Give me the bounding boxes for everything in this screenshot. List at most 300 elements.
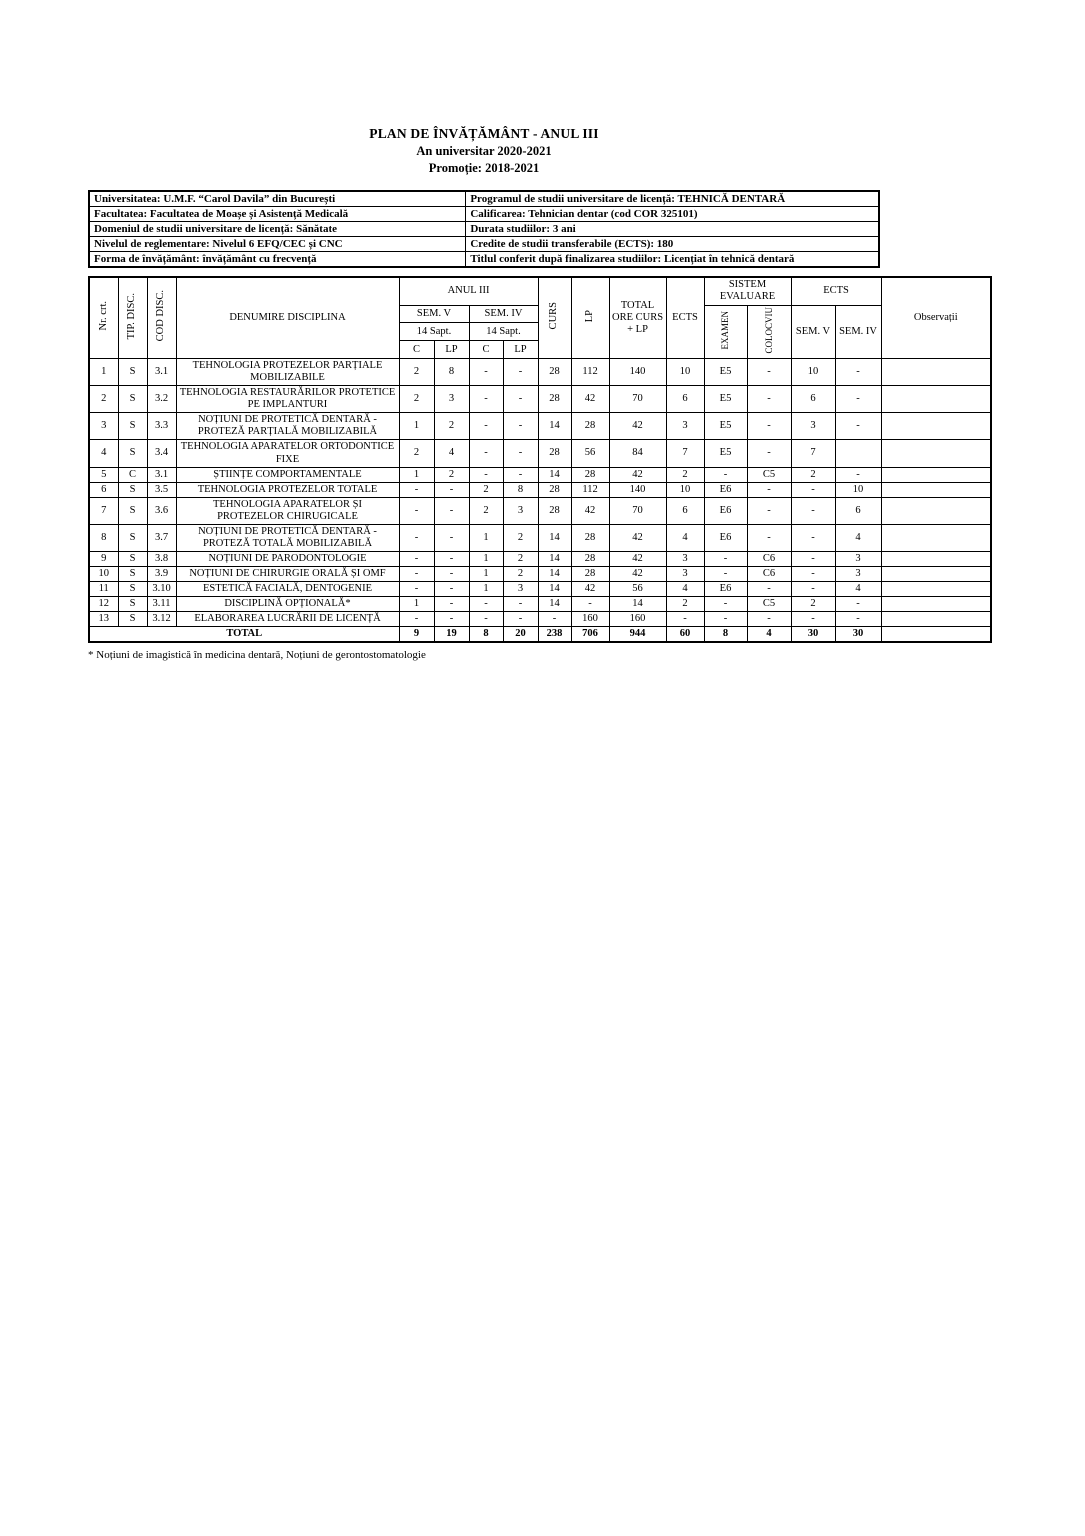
cell-nr: 7 (89, 497, 118, 524)
cell-curs: 28 (538, 497, 571, 524)
cell-cod: 3.1 (147, 359, 176, 386)
cell-total-ore: 70 (609, 497, 666, 524)
cell-curs: - (538, 612, 571, 627)
cell-observatii (881, 497, 991, 524)
info-row (89, 222, 879, 237)
cell-cod: 3.12 (147, 612, 176, 627)
cell-sem5-c: - (399, 567, 434, 582)
cell-sem4-lp: 2 (503, 551, 538, 566)
cell-tip: S (118, 497, 147, 524)
cell-ects-sem4: - (835, 413, 881, 440)
info-cell-left: Forma de învățământ: învățământ cu frecvență (89, 252, 466, 268)
cell-sem5-c: 1 (399, 597, 434, 612)
cell-sem5-lp: 8 (434, 359, 469, 386)
cell-sem5-lp: - (434, 551, 469, 566)
cell-colocviu: - (747, 482, 791, 497)
cell-sem5-lp: - (434, 597, 469, 612)
cell-nr: 5 (89, 467, 118, 482)
cell-discipline-name: TEHNOLOGIA PROTEZELOR TOTALE (176, 482, 399, 497)
total-curs: 238 (538, 627, 571, 643)
cell-total-ore: 42 (609, 467, 666, 482)
header-examen (704, 305, 747, 359)
header-sistem-evaluare: SISTEM EVALUARE (704, 277, 791, 305)
cell-examen: E5 (704, 440, 747, 467)
cell-ects-sem5: 2 (791, 467, 835, 482)
cell-sem4-lp: 8 (503, 482, 538, 497)
cell-total-ore: 70 (609, 386, 666, 413)
cell-total-ore: 42 (609, 567, 666, 582)
header-ects-right: ECTS (791, 277, 881, 305)
cell-observatii (881, 567, 991, 582)
cell-colocviu: C5 (747, 467, 791, 482)
course-row (89, 551, 991, 566)
title-block (88, 126, 880, 176)
cell-lp: 42 (571, 582, 609, 597)
cell-tip: S (118, 482, 147, 497)
header-curs-label: CURS (548, 302, 560, 330)
info-row (89, 252, 879, 268)
header-observatii: Observații (881, 277, 991, 359)
cell-colocviu: - (747, 497, 791, 524)
info-cell-right: Programul de studii universitare de licență: TEHNICĂ DENTARĂ (466, 191, 879, 207)
cell-sem5-lp: - (434, 582, 469, 597)
cell-nr: 11 (89, 582, 118, 597)
header-ects: ECTS (666, 277, 704, 359)
cell-nr: 2 (89, 386, 118, 413)
cell-sem5-c: 2 (399, 359, 434, 386)
subtitle-promotion: Promoție: 2018-2021 (428, 161, 540, 175)
cell-discipline-name: DISCIPLINĂ OPȚIONALĂ* (176, 597, 399, 612)
cell-lp: 112 (571, 359, 609, 386)
cell-observatii (881, 482, 991, 497)
cell-curs: 14 (538, 524, 571, 551)
cell-ects-sem5: - (791, 482, 835, 497)
cell-ects-sem4: - (835, 597, 881, 612)
info-cell-left: Facultatea: Facultatea de Moașe și Asistență Medicală (89, 207, 466, 222)
info-cell-left: Universitatea: U.M.F. “Carol Davila” din București (89, 191, 466, 207)
cell-nr: 3 (89, 413, 118, 440)
header-curs (538, 277, 571, 359)
header-sem-v-weeks: 14 Sapt. (399, 323, 469, 341)
total-sem5-c: 9 (399, 627, 434, 643)
curriculum-table-header (89, 277, 991, 359)
cell-sem4-c: 1 (469, 567, 503, 582)
header-c2: C (469, 341, 503, 359)
cell-curs: 28 (538, 440, 571, 467)
cell-sem4-c: - (469, 359, 503, 386)
cell-sem5-lp: - (434, 524, 469, 551)
cell-sem5-c: - (399, 482, 434, 497)
cell-observatii (881, 386, 991, 413)
cell-ects: 3 (666, 567, 704, 582)
cell-sem4-lp: - (503, 440, 538, 467)
cell-sem4-lp: - (503, 612, 538, 627)
cell-ects-sem5: 6 (791, 386, 835, 413)
cell-ects: 10 (666, 482, 704, 497)
cell-lp: 112 (571, 482, 609, 497)
course-row (89, 497, 991, 524)
info-cell-left: Domeniul de studii universitare de licență: Sănătate (89, 222, 466, 237)
cell-colocviu: C5 (747, 597, 791, 612)
cell-total-ore: 84 (609, 440, 666, 467)
header-nr-crt-label: Nr. crt. (97, 301, 109, 331)
cell-ects-sem5: - (791, 551, 835, 566)
cell-lp: 56 (571, 440, 609, 467)
cell-curs: 28 (538, 386, 571, 413)
cell-total-ore: 140 (609, 359, 666, 386)
header-denumire: DENUMIRE DISCIPLINA (176, 277, 399, 359)
cell-lp: 28 (571, 413, 609, 440)
total-ects-sem5: 30 (791, 627, 835, 643)
cell-sem5-lp: - (434, 482, 469, 497)
cell-sem5-c: - (399, 582, 434, 597)
header-sem-iv: SEM. IV (469, 305, 538, 323)
cell-sem4-c: 1 (469, 551, 503, 566)
header-examen-label: EXAMEN (720, 310, 731, 349)
total-lp: 706 (571, 627, 609, 643)
cell-observatii (881, 467, 991, 482)
total-sem5-lp: 19 (434, 627, 469, 643)
header-total-ore: TOTAL ORE CURS + LP (609, 277, 666, 359)
footnote: * Noțiuni de imagistică în medicina dentară, Noțiuni de gerontostomatologie (88, 649, 426, 662)
cell-discipline-name: TEHNOLOGIA APARATELOR ȘI PROTEZELOR CHIRUGICALE (176, 497, 399, 524)
cell-cod: 3.8 (147, 551, 176, 566)
info-row (89, 237, 879, 252)
total-sem4-lp: 20 (503, 627, 538, 643)
cell-sem4-c: - (469, 467, 503, 482)
cell-sem5-c: 1 (399, 413, 434, 440)
cell-curs: 14 (538, 467, 571, 482)
cell-ects-sem5: 3 (791, 413, 835, 440)
cell-ects: - (666, 612, 704, 627)
cell-tip: S (118, 413, 147, 440)
cell-sem4-c: - (469, 597, 503, 612)
cell-discipline-name: TEHNOLOGIA PROTEZELOR PARȚIALE MOBILIZABILE (176, 359, 399, 386)
cell-curs: 14 (538, 413, 571, 440)
cell-sem5-c: - (399, 497, 434, 524)
curriculum-table (88, 276, 992, 643)
page-title: PLAN DE ÎNVĂȚĂMÂNT - ANUL III (369, 126, 599, 141)
cell-ects-sem4: 4 (835, 582, 881, 597)
course-row (89, 597, 991, 612)
cell-ects-sem4 (835, 440, 881, 467)
cell-discipline-name: NOȚIUNI DE PROTETICĂ DENTARĂ - PROTEZĂ PARȚIALĂ MOBILIZABILĂ (176, 413, 399, 440)
cell-examen: E5 (704, 386, 747, 413)
cell-total-ore: 42 (609, 413, 666, 440)
cell-sem5-lp: 3 (434, 386, 469, 413)
cell-cod: 3.7 (147, 524, 176, 551)
total-colocviu: 4 (747, 627, 791, 643)
cell-observatii (881, 551, 991, 566)
cell-examen: E6 (704, 582, 747, 597)
cell-curs: 28 (538, 359, 571, 386)
cell-tip: S (118, 567, 147, 582)
cell-tip: S (118, 597, 147, 612)
cell-cod: 3.3 (147, 413, 176, 440)
cell-sem5-c: 1 (399, 467, 434, 482)
cell-nr: 9 (89, 551, 118, 566)
cell-ects-sem4: 3 (835, 551, 881, 566)
cell-nr: 8 (89, 524, 118, 551)
cell-observatii (881, 359, 991, 386)
header-c1: C (399, 341, 434, 359)
header-ects-sem-iv: SEM. IV (835, 305, 881, 359)
cell-observatii (881, 413, 991, 440)
cell-observatii (881, 524, 991, 551)
info-cell-left: Nivelul de reglementare: Nivelul 6 EFQ/CEC și CNC (89, 237, 466, 252)
cell-ects-sem5: - (791, 497, 835, 524)
cell-sem5-lp: - (434, 497, 469, 524)
cell-lp: 42 (571, 386, 609, 413)
cell-observatii (881, 582, 991, 597)
cell-total-ore: 42 (609, 551, 666, 566)
cell-colocviu: - (747, 612, 791, 627)
cell-ects: 10 (666, 359, 704, 386)
cell-sem5-c: - (399, 524, 434, 551)
header-tip-disc-label: TIP. DISC. (126, 292, 138, 340)
cell-discipline-name: ESTETICĂ FACIALĂ, DENTOGENIE (176, 582, 399, 597)
header-anul-iii: ANUL III (399, 277, 538, 305)
cell-ects-sem5: 10 (791, 359, 835, 386)
cell-discipline-name: NOȚIUNI DE PARODONTOLOGIE (176, 551, 399, 566)
cell-curs: 14 (538, 567, 571, 582)
cell-nr: 4 (89, 440, 118, 467)
cell-nr: 10 (89, 567, 118, 582)
cell-lp: 28 (571, 524, 609, 551)
cell-colocviu: - (747, 524, 791, 551)
cell-colocviu: - (747, 386, 791, 413)
cell-curs: 14 (538, 597, 571, 612)
cell-discipline-name: NOȚIUNI DE PROTETICĂ DENTARĂ - PROTEZĂ TOTALĂ MOBILIZABILĂ (176, 524, 399, 551)
course-row (89, 482, 991, 497)
cell-lp: 160 (571, 612, 609, 627)
cell-cod: 3.9 (147, 567, 176, 582)
total-ore: 944 (609, 627, 666, 643)
cell-examen: E6 (704, 524, 747, 551)
cell-examen: - (704, 567, 747, 582)
cell-curs: 14 (538, 582, 571, 597)
cell-ects: 6 (666, 497, 704, 524)
cell-ects-sem5: - (791, 612, 835, 627)
cell-sem4-lp: 3 (503, 497, 538, 524)
cell-sem4-c: - (469, 612, 503, 627)
cell-lp: 28 (571, 467, 609, 482)
cell-ects: 3 (666, 551, 704, 566)
cell-cod: 3.5 (147, 482, 176, 497)
cell-cod: 3.2 (147, 386, 176, 413)
cell-ects-sem4: - (835, 612, 881, 627)
cell-ects: 2 (666, 467, 704, 482)
cell-ects: 4 (666, 524, 704, 551)
total-label: TOTAL (89, 627, 399, 643)
cell-tip: S (118, 386, 147, 413)
cell-examen: - (704, 597, 747, 612)
header-sem-v: SEM. V (399, 305, 469, 323)
cell-nr: 12 (89, 597, 118, 612)
cell-colocviu: - (747, 440, 791, 467)
total-ects: 60 (666, 627, 704, 643)
cell-tip: S (118, 582, 147, 597)
cell-sem4-c: - (469, 413, 503, 440)
cell-sem5-lp: - (434, 567, 469, 582)
cell-sem4-c: 1 (469, 524, 503, 551)
header-lp1: LP (434, 341, 469, 359)
total-sem4-c: 8 (469, 627, 503, 643)
header-sem-iv-weeks: 14 Sapt. (469, 323, 538, 341)
university-info-table (88, 190, 880, 268)
cell-ects-sem4: 6 (835, 497, 881, 524)
cell-sem5-c: - (399, 612, 434, 627)
cell-ects: 3 (666, 413, 704, 440)
header-cod-disc-label: COD DISC. (155, 290, 167, 342)
cell-colocviu: - (747, 582, 791, 597)
cell-sem4-lp: - (503, 386, 538, 413)
course-row (89, 440, 991, 467)
cell-examen: E6 (704, 497, 747, 524)
cell-ects-sem5: - (791, 524, 835, 551)
cell-colocviu: C6 (747, 567, 791, 582)
cell-examen: - (704, 467, 747, 482)
cell-nr: 6 (89, 482, 118, 497)
cell-sem4-lp: 2 (503, 524, 538, 551)
cell-sem5-lp: 2 (434, 413, 469, 440)
cell-curs: 28 (538, 482, 571, 497)
cell-ects-sem4: - (835, 386, 881, 413)
cell-tip: C (118, 467, 147, 482)
info-row (89, 207, 879, 222)
cell-total-ore: 56 (609, 582, 666, 597)
cell-sem4-lp: - (503, 359, 538, 386)
cell-sem4-c: - (469, 386, 503, 413)
cell-sem4-lp: - (503, 467, 538, 482)
cell-nr: 1 (89, 359, 118, 386)
cell-sem5-c: 2 (399, 440, 434, 467)
cell-sem4-lp: - (503, 413, 538, 440)
cell-discipline-name: TEHNOLOGIA APARATELOR ORTODONTICE FIXE (176, 440, 399, 467)
header-colocviu-label: COLOCVIU (763, 306, 774, 353)
cell-tip: S (118, 359, 147, 386)
info-cell-right: Credite de studii transferabile (ECTS): 180 (466, 237, 879, 252)
total-row (89, 627, 991, 643)
cell-ects: 4 (666, 582, 704, 597)
cell-sem5-lp: - (434, 612, 469, 627)
cell-curs: 14 (538, 551, 571, 566)
header-cod-disc (147, 277, 176, 359)
cell-sem4-lp: 3 (503, 582, 538, 597)
cell-ects-sem5: 2 (791, 597, 835, 612)
document-content (88, 126, 990, 661)
header-lp (571, 277, 609, 359)
cell-lp: - (571, 597, 609, 612)
cell-tip: S (118, 440, 147, 467)
cell-observatii (881, 597, 991, 612)
cell-examen: E5 (704, 413, 747, 440)
cell-ects-sem4: 3 (835, 567, 881, 582)
cell-sem4-c: 2 (469, 482, 503, 497)
cell-ects-sem4: 10 (835, 482, 881, 497)
cell-ects: 7 (666, 440, 704, 467)
cell-ects: 2 (666, 597, 704, 612)
cell-sem4-c: - (469, 440, 503, 467)
info-row (89, 191, 879, 207)
header-lp-label: LP (583, 309, 595, 323)
cell-colocviu: - (747, 359, 791, 386)
course-row (89, 612, 991, 627)
header-nr-crt (89, 277, 118, 359)
cell-cod: 3.10 (147, 582, 176, 597)
cell-examen: - (704, 551, 747, 566)
header-row-1 (89, 277, 991, 305)
header-lp2: LP (503, 341, 538, 359)
info-table-body (89, 191, 879, 267)
total-observatii-empty (881, 627, 991, 643)
cell-sem4-lp: - (503, 597, 538, 612)
cell-nr: 13 (89, 612, 118, 627)
course-row (89, 567, 991, 582)
cell-total-ore: 42 (609, 524, 666, 551)
cell-cod: 3.1 (147, 467, 176, 482)
cell-tip: S (118, 524, 147, 551)
cell-ects-sem5: - (791, 582, 835, 597)
course-row (89, 467, 991, 482)
total-ects-sem4: 30 (835, 627, 881, 643)
subtitle-academic-year: An universitar 2020-2021 (416, 144, 552, 158)
cell-sem4-c: 2 (469, 497, 503, 524)
course-rows (89, 359, 991, 627)
cell-sem4-lp: 2 (503, 567, 538, 582)
course-row (89, 386, 991, 413)
header-ects-sem-v: SEM. V (791, 305, 835, 359)
cell-total-ore: 14 (609, 597, 666, 612)
cell-discipline-name: NOȚIUNI DE CHIRURGIE ORALĂ ȘI OMF (176, 567, 399, 582)
cell-observatii (881, 440, 991, 467)
total-row-body (89, 627, 991, 643)
course-row (89, 524, 991, 551)
cell-lp: 28 (571, 551, 609, 566)
cell-ects-sem4: - (835, 467, 881, 482)
info-cell-right: Durata studiilor: 3 ani (466, 222, 879, 237)
cell-examen: E5 (704, 359, 747, 386)
cell-ects-sem4: 4 (835, 524, 881, 551)
cell-sem4-c: 1 (469, 582, 503, 597)
cell-ects-sem5: 7 (791, 440, 835, 467)
cell-examen: E6 (704, 482, 747, 497)
header-colocviu (747, 305, 791, 359)
cell-total-ore: 160 (609, 612, 666, 627)
cell-lp: 28 (571, 567, 609, 582)
cell-observatii (881, 612, 991, 627)
header-tip-disc (118, 277, 147, 359)
cell-sem5-lp: 2 (434, 467, 469, 482)
cell-ects-sem4: - (835, 359, 881, 386)
cell-sem5-c: - (399, 551, 434, 566)
cell-colocviu: - (747, 413, 791, 440)
cell-sem5-lp: 4 (434, 440, 469, 467)
course-row (89, 359, 991, 386)
cell-sem5-c: 2 (399, 386, 434, 413)
total-examen: 8 (704, 627, 747, 643)
cell-discipline-name: ȘTIINȚE COMPORTAMENTALE (176, 467, 399, 482)
cell-cod: 3.6 (147, 497, 176, 524)
cell-cod: 3.4 (147, 440, 176, 467)
cell-tip: S (118, 612, 147, 627)
cell-tip: S (118, 551, 147, 566)
cell-colocviu: C6 (747, 551, 791, 566)
info-cell-right: Calificarea: Tehnician dentar (cod COR 325101) (466, 207, 879, 222)
cell-lp: 42 (571, 497, 609, 524)
cell-examen: - (704, 612, 747, 627)
info-cell-right: Titlul conferit după finalizarea studiilor: Licențiat în tehnică dentară (466, 252, 879, 268)
